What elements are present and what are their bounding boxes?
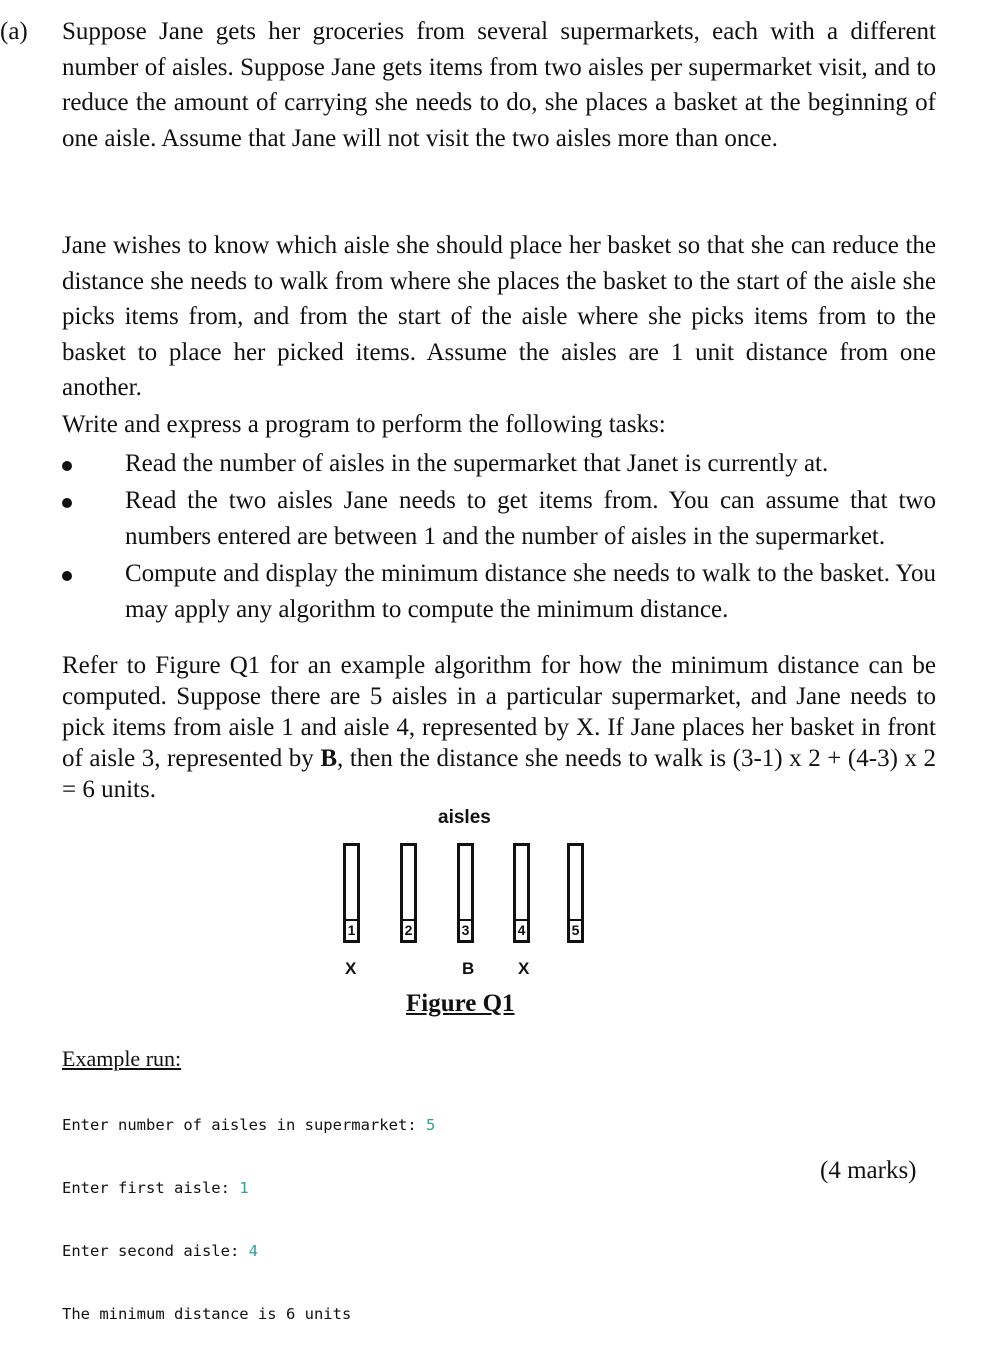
aisle-number: 3: [460, 919, 471, 938]
paragraph-example-explanation: [62, 650, 936, 805]
aisle-1: [343, 843, 360, 943]
question-label: (a): [0, 18, 28, 45]
run-input-value: 4: [248, 1242, 258, 1260]
bullet-icon: [62, 498, 72, 508]
task-item: [62, 483, 936, 555]
run-line: [62, 1115, 435, 1136]
explanation-text-start: Refer to Figure Q1 for an example algorithm for how the minimum distance can be computed. Suppose there are 5 aisles in a particular supermarket, and Jane needs to pick items from aisle 1 and aisle 4, represented by X. If Jane places her basket in front of aisle 3, represented by: [62, 652, 936, 772]
aisle-5: [567, 843, 584, 943]
bullet-icon: [62, 571, 72, 581]
run-line: [62, 1178, 435, 1199]
marker-aisle-3: B: [462, 959, 475, 978]
task-list: [62, 446, 936, 629]
example-run-output: [62, 1073, 435, 1367]
example-run-heading: Example run:: [62, 1046, 182, 1071]
aisle-number: 4: [516, 919, 527, 938]
run-line: [62, 1241, 435, 1262]
paragraph-intro: Suppose Jane gets her groceries from several supermarkets, each with a different number of aisles. Suppose Jane gets items from two aisles per supermarket visit, and to reduce the amount of carrying she needs to do, she places a basket at the beginning of one aisle. Assume that Jane will not visit the two aisles more than once.: [62, 18, 936, 152]
run-prompt: Enter first aisle:: [62, 1179, 240, 1197]
aisle-4: [513, 843, 530, 943]
bullet-icon: [62, 461, 72, 471]
marks-allocation: (4 marks): [820, 1157, 917, 1184]
aisle-number: 5: [570, 919, 581, 938]
aisle-3: [457, 843, 474, 943]
run-input-value: 1: [239, 1179, 249, 1197]
task-item-text: Read the two aisles Jane needs to get items from. You can assume that two numbers entered are between 1 and the number of aisles in the supermarket.: [125, 487, 936, 550]
run-prompt: Enter number of aisles in supermarket:: [62, 1116, 426, 1134]
marker-aisle-1: X: [345, 959, 357, 978]
task-item: [62, 446, 936, 482]
run-prompt: The minimum distance is 6 units: [62, 1305, 352, 1323]
paragraph-task-intro: Write and express a program to perform the following tasks:: [62, 411, 666, 438]
figure-title: aisles: [438, 807, 491, 828]
run-prompt: Enter second aisle:: [62, 1242, 249, 1260]
marker-aisle-4: X: [518, 959, 530, 978]
run-input-value: 5: [425, 1116, 436, 1134]
explanation-text-end: , then the distance she needs to walk is (3-1) x 2 + (4-3) x 2 = 6 units.: [62, 745, 936, 803]
run-line: [62, 1304, 435, 1325]
aisle-number: 2: [403, 919, 414, 938]
figure-caption: Figure Q1: [406, 990, 515, 1017]
task-item-text: Compute and display the minimum distance she needs to walk to the basket. You may apply any algorithm to compute the minimum distance.: [125, 560, 936, 623]
task-item-text: Read the number of aisles in the supermarket that Janet is currently at.: [125, 450, 829, 477]
basket-symbol: B: [320, 745, 338, 772]
paragraph-goal: Jane wishes to know which aisle she should place her basket so that she can reduce the distance she needs to walk from where she places the basket to the start of the aisle she picks items from, and from the start of the aisle where she picks items from to the basket to place her picked items. Assume the aisles are 1 unit distance from one another.: [62, 232, 936, 401]
aisle-number: 1: [346, 919, 357, 938]
task-item: [62, 556, 936, 628]
aisle-2: [400, 843, 417, 943]
